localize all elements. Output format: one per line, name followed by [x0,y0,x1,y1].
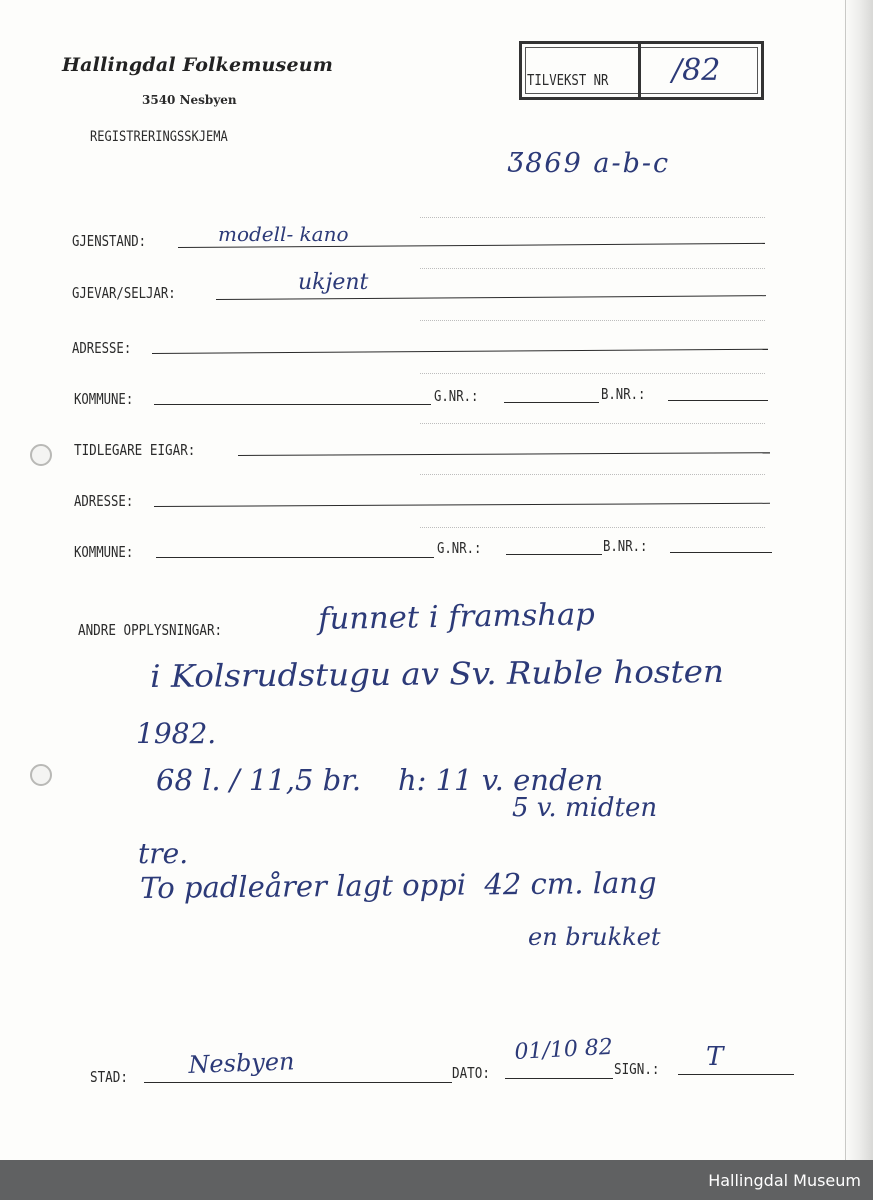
gjenstand-value: modell- kano [218,222,349,246]
adresse1-label: ADRESSE: [72,339,132,357]
tilvekst-value: /82 [672,53,721,88]
dotted-guide [420,373,765,374]
bnr1-label: B.NR.: [601,385,646,403]
punch-hole-lower [30,764,52,786]
dotted-guide [420,217,765,218]
credit-text: Hallingdal Museum [708,1171,861,1190]
dato-value: 01/10 82 [513,1034,614,1065]
catalog-number: Ʒ869 a-b-c [508,148,671,179]
adresse2-label: ADRESSE: [74,492,134,510]
dotted-guide [420,320,765,321]
sheet-edge-shadow [843,0,873,1160]
gnr2-line [506,554,602,555]
note-line-1: funnet i framshap [317,597,596,637]
bnr2-label: B.NR.: [603,537,648,555]
gjenstand-label: GJENSTAND: [72,232,147,250]
note-line-5: 5 v. midten [512,793,658,823]
gjevar-value: ukjent [298,270,369,295]
dotted-guide [420,527,765,528]
kommune1-label: KOMMUNE: [74,390,134,408]
note-line-3: 1982. [136,717,217,750]
adresse2-line [154,503,770,507]
note-line-4: 68 l. / 11,5 br. h: 11 v. enden [156,763,604,797]
adresse1-line [152,349,768,354]
note-line-2: i Kolsrudstugu av Sv. Ruble hosten [149,653,724,695]
bnr1-line [668,400,768,401]
stad-label: STAD: [90,1068,128,1086]
kommune2-label: KOMMUNE: [74,543,134,561]
dotted-guide [420,423,765,424]
andre-opplysningar-label: ANDRE OPPLYSNINGAR: [78,621,223,639]
punch-hole-upper [30,444,52,466]
note-line-6: tre. [138,837,189,870]
tidlegare-eigar-line [238,452,770,456]
sign-value: T [706,1042,724,1072]
gnr1-line [504,402,599,403]
dotted-guide [420,474,765,475]
stad-line [144,1082,452,1083]
bnr2-line [670,552,772,553]
note-line-7: To padleårer lagt oppi 42 cm. lang [139,865,657,905]
kommune1-line [154,404,431,405]
gnr1-label: G.NR.: [434,387,479,405]
dato-label: DATO: [452,1064,490,1082]
museum-address: 3540 Nesbyen [142,93,237,107]
form-title: REGISTRERINGSSKJEMA [90,129,228,145]
note-line-8: en brukket [528,923,661,951]
tidlegare-eigar-label: TIDLEGARE EIGAR: [74,441,196,459]
tilvekst-number-box [519,41,764,100]
dotted-guide [420,268,765,269]
tilvekst-label: TILVEKST NR [527,71,609,89]
stad-value: Nesbyen [187,1047,295,1079]
sign-line [678,1074,794,1075]
gnr2-label: G.NR.: [437,539,482,557]
gjevar-line [216,295,766,300]
credit-footer-bar [0,1160,873,1200]
museum-name: Hallingdal Folkemuseum [62,54,334,76]
sheet-edge-line [845,0,846,1160]
tilvekst-divider [638,44,641,97]
sign-label: SIGN.: [614,1060,660,1078]
kommune2-line [156,557,434,558]
dato-line [505,1078,613,1079]
gjevar-label: GJEVAR/SELJAR: [72,284,176,302]
